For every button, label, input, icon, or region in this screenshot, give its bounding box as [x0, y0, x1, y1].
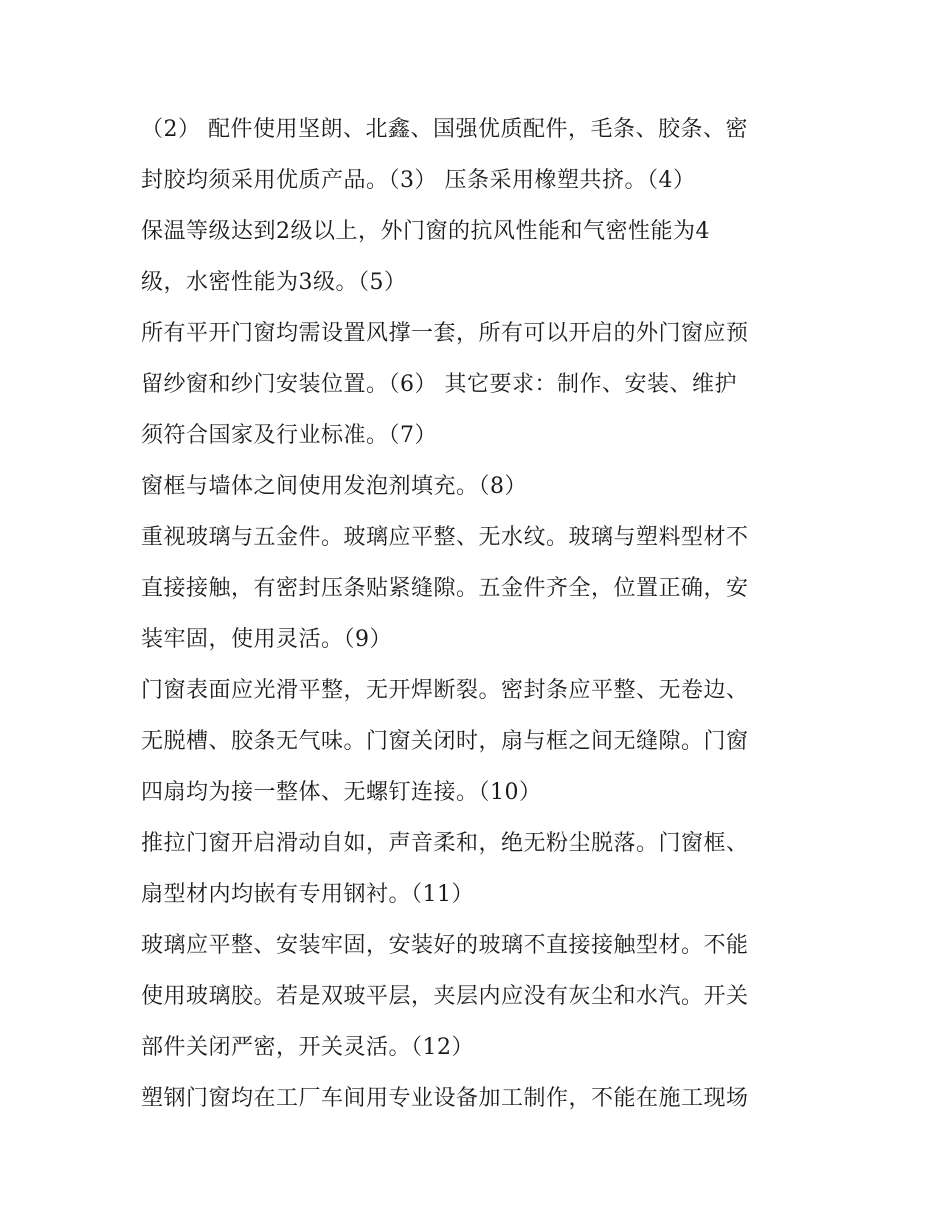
- text-line: 保温等级达到2级以上，外门窗的抗风性能和气密性能为4: [141, 219, 710, 244]
- text-line: 装牢固，使用灵活。（9）: [141, 627, 392, 652]
- text-line: 所有平开门窗均需设置风撑一套，所有可以开启的外门窗应预: [141, 321, 749, 346]
- text-line: 须符合国家及行业标准。（7）: [141, 423, 437, 448]
- text-line: 塑钢门窗均在工厂车间用专业设备加工制作，不能在施工现场: [141, 1086, 749, 1111]
- text-line: 直接接触，有密封压条贴紧缝隙。五金件齐全，位置正确，安: [141, 576, 749, 601]
- text-line: 重视玻璃与五金件。玻璃应平整、无水纹。玻璃与塑料型材不: [141, 525, 749, 550]
- text-line: 留纱窗和纱门安装位置。（6） 其它要求：制作、安装、维护: [141, 372, 737, 397]
- text-line: 无脱槽、胶条无气味。门窗关闭时，扇与框之间无缝隙。门窗: [141, 729, 749, 754]
- text-line: 窗框与墙体之间使用发泡剂填充。（8）: [141, 474, 527, 499]
- text-line: 四扇均为接一整体、无螺钉连接。（10）: [141, 780, 542, 805]
- text-line: （2） 配件使用坚朗、北鑫、国强优质配件，毛条、胶条、密: [141, 117, 748, 142]
- text-line: 封胶均须采用优质产品。（3） 压条采用橡塑共挤。（4）: [141, 168, 696, 193]
- text-line: 级，水密性能为3级。（5）: [141, 270, 407, 295]
- text-line: 门窗表面应光滑平整，无开焊断裂。密封条应平整、无卷边、: [141, 678, 749, 703]
- text-line: 玻璃应平整、安装牢固，安装好的玻璃不直接接触型材。不能: [141, 933, 749, 958]
- text-line: 使用玻璃胶。若是双玻平层，夹层内应没有灰尘和水汽。开关: [141, 984, 749, 1009]
- text-line: 扇型材内均嵌有专用钢衬。（11）: [141, 882, 474, 907]
- text-line: 部件关闭严密，开关灵活。（12）: [141, 1035, 474, 1060]
- text-line: 推拉门窗开启滑动自如，声音柔和，绝无粉尘脱落。门窗框、: [141, 831, 749, 856]
- document-body: [141, 111, 821, 1131]
